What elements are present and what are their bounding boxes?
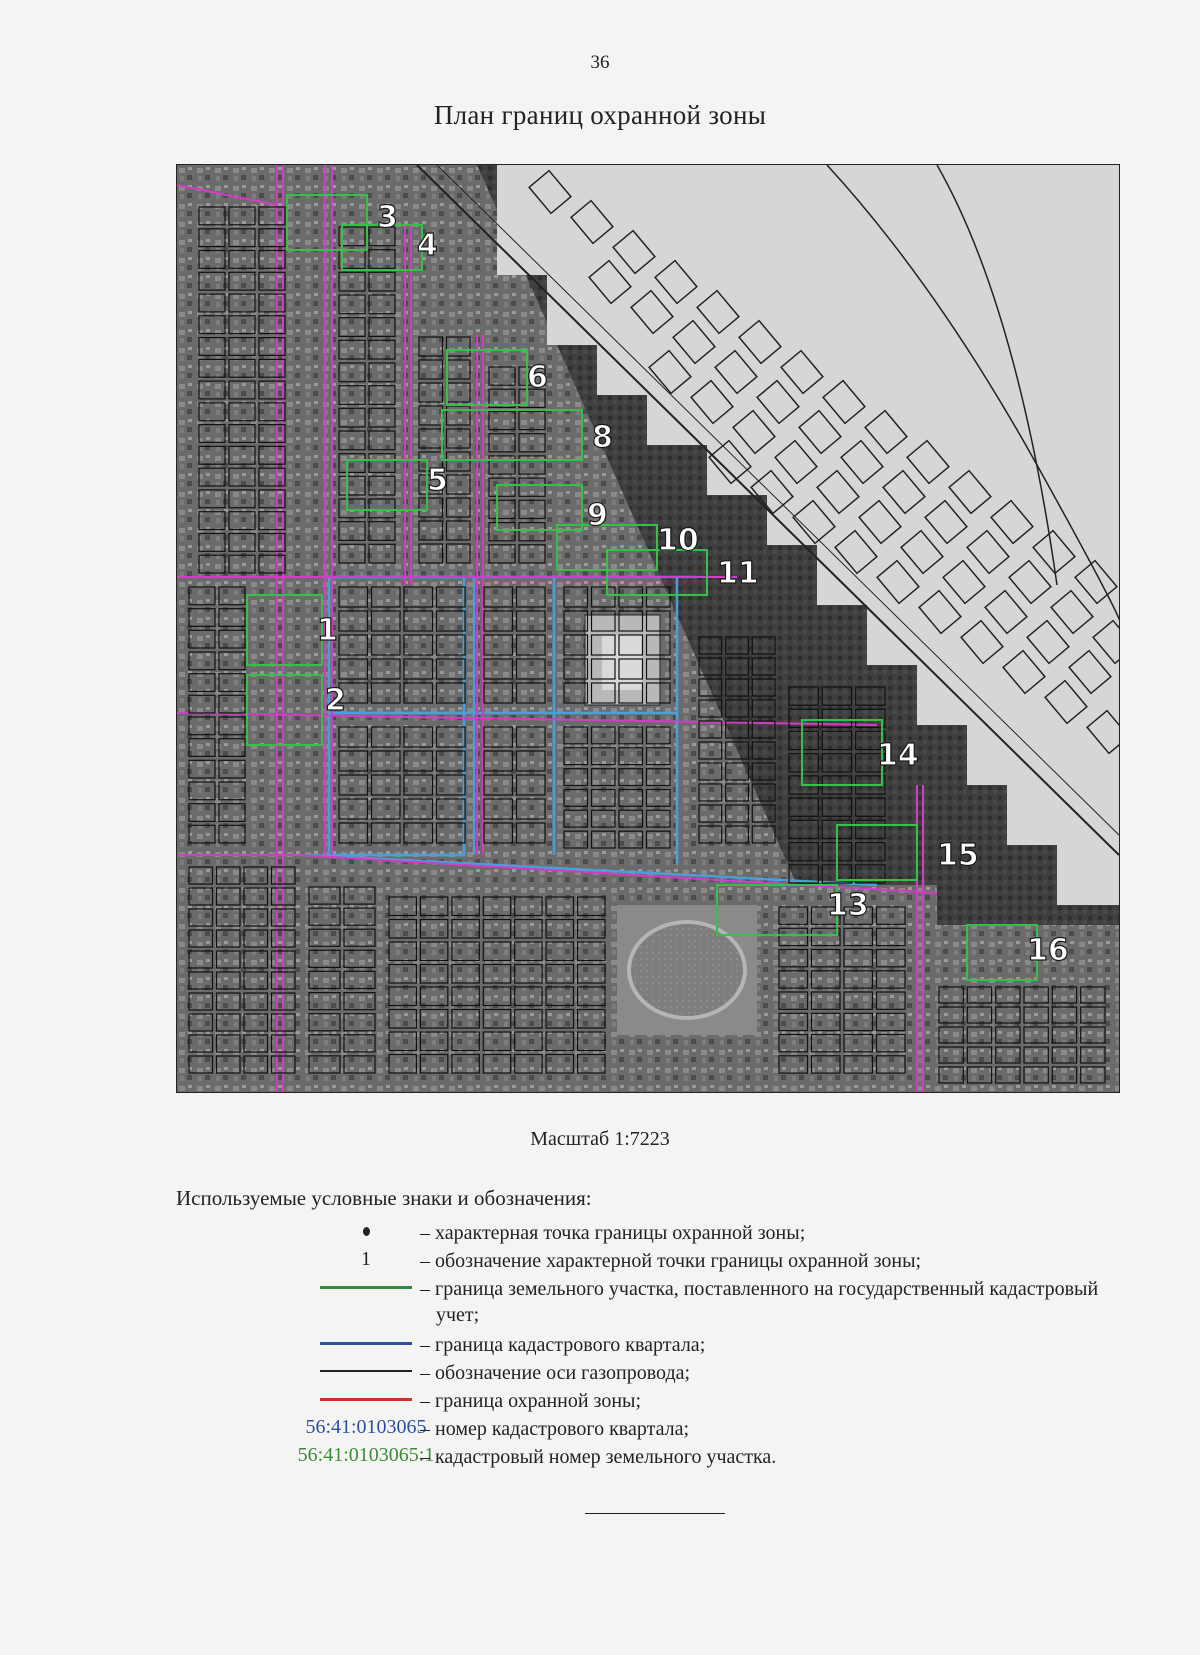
legend-item-point-label	[176, 1245, 1116, 1273]
stadium-track	[629, 922, 745, 1018]
block-number-sample: 56:41:0103065	[305, 1415, 427, 1438]
point-label-9: 9	[587, 498, 608, 533]
legend-item-land-plot	[176, 1273, 1116, 1329]
point-label-3: 3	[377, 200, 398, 235]
legend-text: – кадастровый номер земельного участка.	[420, 1446, 777, 1468]
legend-item-protective-zone	[176, 1385, 1116, 1413]
point-label-4: 4	[417, 228, 438, 263]
point-label-15: 15	[937, 838, 979, 873]
point-label-symbol: 1	[361, 1247, 371, 1270]
boundary-point-symbol	[363, 1227, 370, 1236]
point-label-5: 5	[427, 463, 448, 498]
point-label-6: 6	[527, 360, 548, 395]
land-plot-line-symbol	[320, 1286, 412, 1289]
legend-item-block	[176, 1329, 1116, 1357]
legend-item-plot-number	[176, 1441, 1116, 1469]
legend-text: – обозначение характерной точки границы охранной зоны;	[420, 1250, 922, 1272]
legend-text: – характерная точка границы охранной зоны;	[420, 1222, 806, 1244]
point-label-2: 2	[325, 683, 346, 718]
map-view[interactable]	[176, 164, 1120, 1093]
cadastral-map	[177, 165, 1119, 1092]
school-building	[602, 635, 642, 690]
legend-text: – граница кадастрового квартала;	[420, 1334, 706, 1356]
legend-heading: Используемые условные знаки и обозначения:	[176, 1186, 592, 1210]
scale-caption: Масштаб 1:7223	[530, 1128, 670, 1150]
legend-item-block-number	[176, 1413, 1116, 1441]
point-label-10: 10	[657, 523, 699, 558]
point-label-14: 14	[877, 738, 919, 773]
protective-zone-line-symbol	[320, 1398, 412, 1401]
end-rule	[585, 1513, 725, 1514]
point-label-16: 16	[1027, 933, 1069, 968]
plot-number-sample: 56:41:0103065:1	[297, 1443, 435, 1466]
legend-text: – номер кадастрового квартала;	[420, 1418, 690, 1440]
point-label-13: 13	[827, 888, 869, 923]
legend-item-point	[176, 1217, 1116, 1245]
page-number: 36	[590, 52, 610, 73]
legend-text: – граница земельного участка, поставленного на государственный кадастровый учет;	[420, 1278, 1099, 1326]
legend	[176, 1217, 1116, 1469]
legend-text: – обозначение оси газопровода;	[420, 1362, 691, 1384]
point-label-1: 1	[317, 613, 338, 648]
legend-item-pipeline-axis	[176, 1357, 1116, 1385]
point-label-8: 8	[592, 420, 613, 455]
legend-text: – граница охранной зоны;	[420, 1390, 642, 1412]
page-title: План границ охранной зоны	[433, 100, 767, 130]
block-line-symbol	[320, 1342, 412, 1345]
point-label-11: 11	[717, 556, 759, 591]
pipeline-axis-line-symbol	[320, 1370, 412, 1372]
